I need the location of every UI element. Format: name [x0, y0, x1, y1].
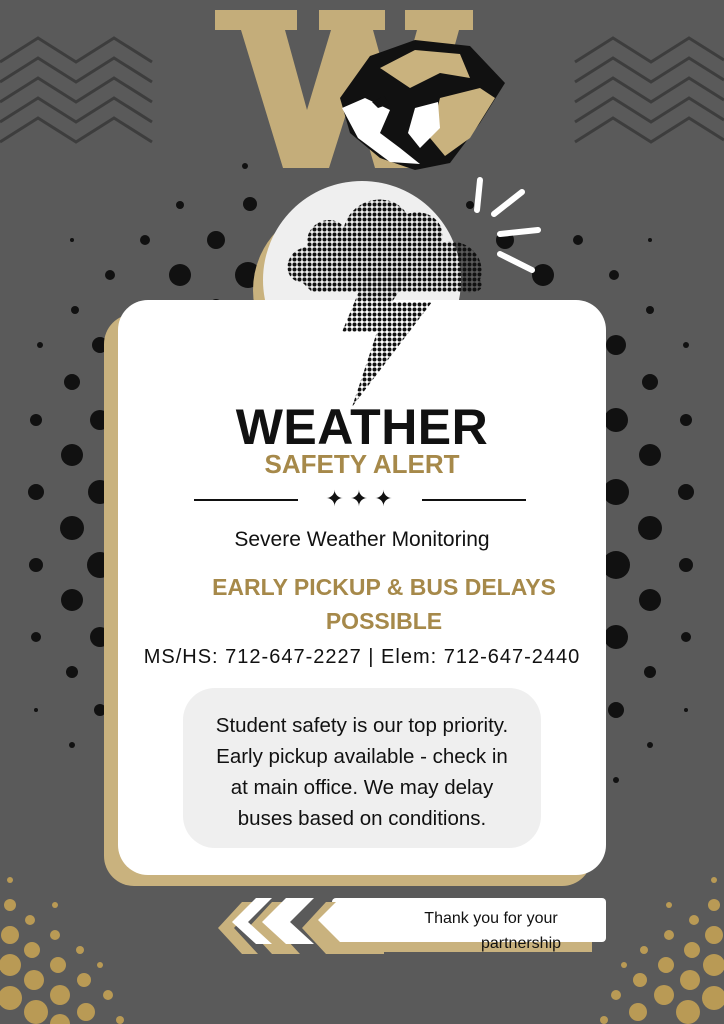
gold-dots-bottom-right — [600, 877, 724, 1024]
info-line-4: buses based on conditions. — [237, 807, 487, 830]
thanks-text — [396, 906, 586, 956]
headline-line-1: EARLY PICKUP & BUS DELAYS — [212, 574, 556, 600]
headline-line-2: POSSIBLE — [325, 608, 443, 634]
info-line-2: Early pickup available - check in — [216, 745, 508, 768]
alert-subtitle: SAFETY ALERT — [264, 449, 460, 479]
zigzag-right-icon — [575, 38, 724, 142]
tiger-head-icon — [320, 38, 510, 173]
star-ornament-icon: ✦✦✦ — [325, 486, 399, 511]
divider-right — [422, 499, 526, 501]
divider-left — [194, 499, 298, 501]
zigzag-left-icon — [0, 38, 152, 142]
info-line-1: Student safety is our top priority. — [215, 714, 509, 737]
info-text — [190, 710, 534, 834]
phone-numbers: MS/HS: 712-647-2227 | Elem: 712-647-2440 — [143, 646, 581, 668]
thanks-line-1: Thank you for your — [424, 910, 558, 927]
info-line-3: at main office. We may delay — [230, 776, 494, 799]
storm-cloud-lightning-icon — [282, 172, 552, 412]
chevron-arrows-icon — [214, 896, 384, 956]
thanks-line-2: partnership — [480, 935, 562, 952]
gold-dots-bottom-left — [0, 877, 124, 1024]
monitoring-text: Severe Weather Monitoring — [234, 528, 490, 551]
headline — [190, 570, 578, 638]
alert-title: WEATHER — [235, 399, 489, 455]
